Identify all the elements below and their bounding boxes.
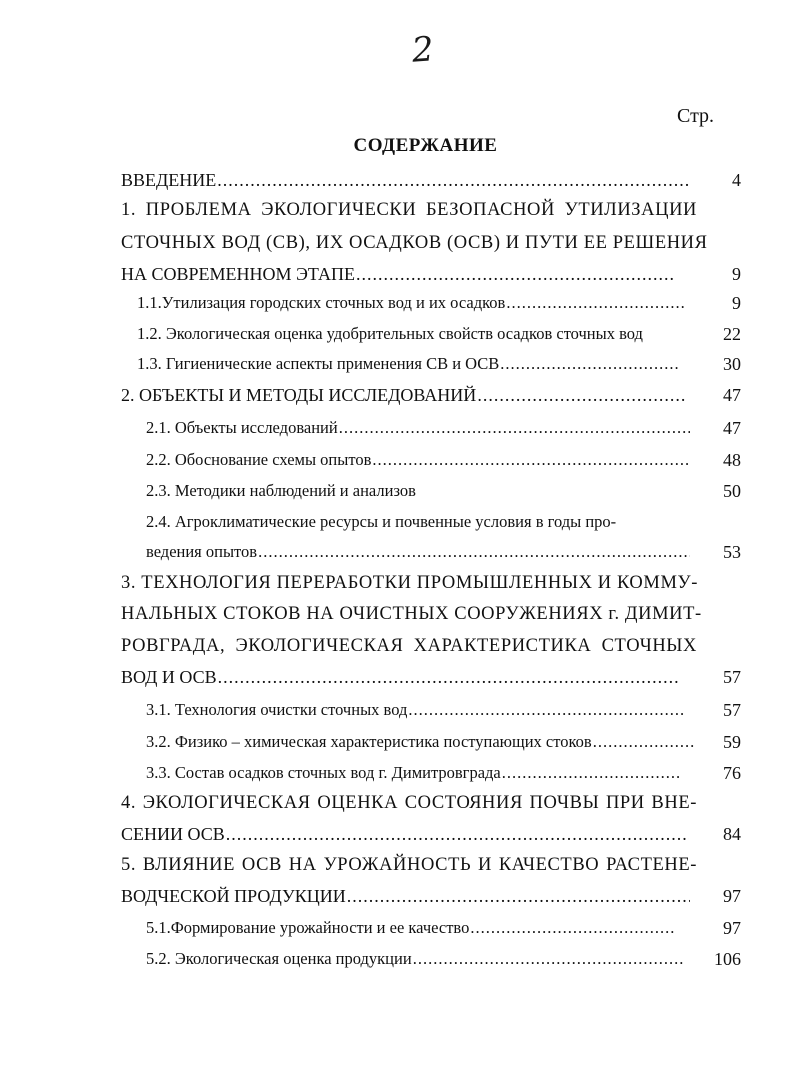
toc-entry-ch2: 2. ОБЪЕКТЫ И МЕТОДЫ ИССЛЕДОВАНИЙ .....: [121, 385, 689, 406]
toc-entry-ch5-line2: ВОДЧЕСКОЙ ПРОДУКЦИИ .....: [121, 886, 694, 907]
toc-entry-1-1: 1.1.Утилизация городских сточных вод и их осадков .....: [137, 293, 690, 313]
toc-entry-intro: ВВЕДЕНИЕ .....: [121, 170, 694, 191]
toc-page-5-2: 106: [714, 949, 741, 969]
toc-page-1-1: 9: [732, 293, 741, 313]
pages-column-label: Стр.: [677, 105, 715, 127]
toc-page-ch4: 84: [723, 824, 741, 844]
toc-page-ch1: 9: [732, 264, 741, 284]
toc-page-3-3: 76: [723, 763, 741, 783]
toc-page-2-2: 48: [723, 450, 741, 470]
toc-entry-ch1-line3: НА СОВРЕМЕННОМ ЭТАПЕ .....: [121, 264, 679, 285]
toc-entry-ch3-line4: ВОД И ОСВ .....: [121, 667, 683, 688]
toc-page-ch2: 47: [723, 385, 741, 405]
toc-page-intro: 4: [732, 170, 741, 190]
toc-entry-1-2: 1.2. Экологическая оценка удобрительных свойств осадков сточных вод: [137, 324, 643, 343]
toc-page-2-3: 50: [723, 481, 741, 501]
toc-page-1-2: 22: [723, 324, 741, 344]
toc-entry-3-1: 3.1. Технология очистки сточных вод .....: [146, 700, 688, 720]
toc-entry-ch4-line1: 4. ЭКОЛОГИЧЕСКАЯ ОЦЕНКА СОСТОЯНИЯ ПОЧВЫ ПРИ ВНЕ-: [121, 793, 697, 813]
toc-entry-3-3: 3.3. Состав осадков сточных вод г. Димитровграда .....: [146, 763, 684, 783]
toc-entry-ch1-line1: 1. ПРОБЛЕМА ЭКОЛОГИЧЕСКИ БЕЗОПАСНОЙ УТИЛИЗАЦИИ: [121, 200, 697, 220]
toc-entry-1-3: 1.3. Гигиенические аспекты применения СВ и ОСВ .....: [137, 354, 682, 374]
toc-page-5-1: 97: [723, 918, 741, 938]
toc-entry-ch3-line2: НАЛЬНЫХ СТОКОВ НА ОЧИСТНЫХ СООРУЖЕНИЯХ г. ДИМИТ-: [121, 604, 702, 624]
toc-entry-ch3-line1: 3. ТЕХНОЛОГИЯ ПЕРЕРАБОТКИ ПРОМЫШЛЕННЫХ И КОММУ-: [121, 573, 698, 593]
toc-entry-5-2: 5.2. Экологическая оценка продукции .....: [146, 949, 687, 969]
toc-entry-ch4-line2: СЕНИИ ОСВ .....: [121, 824, 693, 845]
toc-entry-2-3: 2.3. Методики наблюдений и анализов: [146, 481, 416, 500]
handwritten-page-number: 2: [410, 29, 436, 71]
toc-entry-2-4-line2: ведения опытов .....: [146, 542, 694, 562]
toc-entry-5-1: 5.1.Формирование урожайности и ее качество .....: [146, 918, 680, 938]
toc-page-ch3: 57: [723, 667, 741, 687]
toc-entry-ch1-line2: СТОЧНЫХ ВОД (СВ), ИХ ОСАДКОВ (ОСВ) И ПУТИ ЕЕ РЕШЕНИЯ: [121, 233, 708, 253]
toc-page-1-3: 30: [723, 354, 741, 374]
page-title: СОДЕРЖАНИЕ: [353, 135, 498, 156]
toc-entry-2-4-line1: 2.4. Агроклиматические ресурсы и почвенные условия в годы про-: [146, 512, 617, 531]
toc-entry-ch5-line1: 5. ВЛИЯНИЕ ОСВ НА УРОЖАЙНОСТЬ И КАЧЕСТВО РАСТЕНЕ-: [121, 855, 697, 875]
toc-page-ch5: 97: [723, 886, 741, 906]
toc-entry-2-2: 2.2. Обоснование схемы опытов .....: [146, 450, 694, 470]
toc-page-2-4: 53: [723, 542, 741, 562]
toc-entry-2-1: 2.1. Объекты исследований .....: [146, 418, 694, 438]
toc-page-3-2: 59: [723, 732, 741, 752]
toc-entry-3-2: 3.2. Физико – химическая характеристика поступающих стоков .....: [146, 732, 700, 752]
toc-entry-ch3-line3: РОВГРАДА, ЭКОЛОГИЧЕСКАЯ ХАРАКТЕРИСТИКА СТОЧНЫХ: [121, 636, 697, 656]
toc-page-3-1: 57: [723, 700, 741, 720]
toc-page-2-1: 47: [723, 418, 741, 438]
